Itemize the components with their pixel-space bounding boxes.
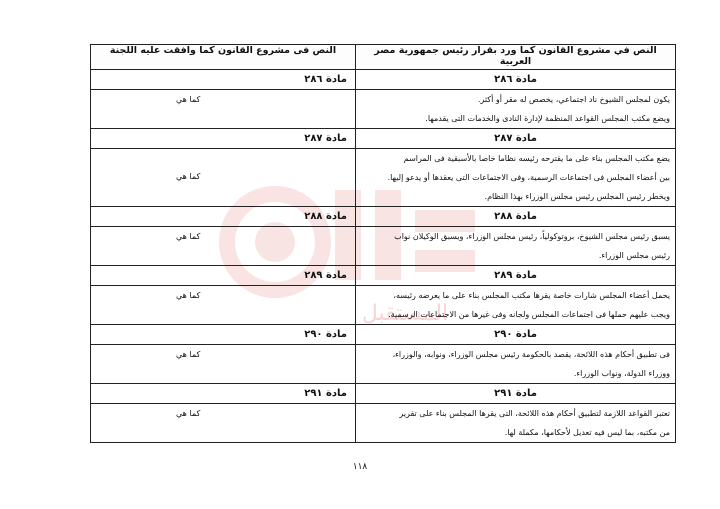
committee-article-cell [91, 70, 356, 129]
as-is-text: كما هي [176, 409, 201, 418]
watermark-text: المستقبل [361, 301, 449, 326]
committee-article-cell [91, 266, 356, 325]
original-article-cell [356, 266, 676, 325]
original-article-cell [356, 129, 676, 207]
article-title: مادة ٢٨٩ [91, 266, 355, 286]
article-line: يسبق رئيس مجلس الشيوخ، بروتوكولياً، رئيس مجلس الوزراء، ويسبق الوكيلان نواب [394, 232, 670, 241]
original-article-cell [356, 384, 676, 443]
committee-article-cell [91, 129, 356, 207]
article-line: ويخطر رئيس المجلس رئيس مجلس الوزراء بهذا النظام. [484, 192, 670, 201]
table-row [91, 207, 676, 266]
table-header-row [91, 45, 676, 70]
article-title: مادة ٢٨٦ [91, 70, 355, 90]
as-is-text: كما هي [176, 95, 201, 104]
table-row [91, 384, 676, 443]
article-title: مادة ٢٨٧ [356, 129, 675, 149]
article-title: مادة ٢٨٧ [91, 129, 355, 149]
original-article-cell [356, 207, 676, 266]
as-is-text: كما هي [176, 350, 201, 359]
article-line: من مكتبه، بما ليس فيه تعديل لأحكامها، مكملة لها. [504, 428, 670, 437]
article-line: يضع مكتب المجلس بناء على ما يقترحه رئيسه نظاما خاصا بالأسبقية فى المراسم [403, 154, 670, 163]
article-title: مادة ٢٩١ [356, 384, 675, 404]
article-line: يكون لمجلس الشيوخ ناد اجتماعي، يخصص له مقر أو أكثر. [477, 95, 670, 104]
article-line: فى تطبيق أحكام هذه اللائحة، يقصد بالحكومة رئيس مجلس الوزراء، ونوابه، والوزراء، [392, 350, 670, 359]
article-title: مادة ٢٨٦ [356, 70, 675, 90]
table-row [91, 266, 676, 325]
article-line: ووزراء الدولة، ونواب الوزراء. [573, 369, 670, 378]
committee-article-cell [91, 384, 356, 443]
article-title: مادة ٢٨٩ [356, 266, 675, 286]
article-line: ويجب عليهم حملها فى اجتماعات المجلس ولجانه وفى غيرها من الاجتماعات الرسمية. [388, 310, 670, 319]
table-row [91, 129, 676, 207]
article-title: مادة ٢٨٨ [356, 207, 675, 227]
as-is-text: كما هي [176, 291, 201, 300]
article-title: مادة ٢٩٠ [91, 325, 355, 345]
article-line: تعتبر القواعد اللازمة لتطبيق أحكام هذه اللائحة، التى يقرها المجلس بناء على تقرير [399, 409, 670, 418]
original-article-cell [356, 325, 676, 384]
committee-article-cell [91, 325, 356, 384]
as-is-text: كما هي [176, 232, 201, 241]
header-committee-text: النص فى مشروع القانون كما وافقت عليه اللجنة [91, 45, 356, 70]
article-title: مادة ٢٩٠ [356, 325, 675, 345]
page-number: ١١٨ [352, 462, 368, 472]
committee-article-cell [91, 207, 356, 266]
article-line: رئيس مجلس الوزراء. [598, 251, 670, 260]
table-row [91, 325, 676, 384]
header-original-text: النص في مشروع القانون كما ورد بقرار رئيس جمهورية مصر العربية [356, 45, 676, 70]
original-article-cell [356, 70, 676, 129]
article-line: بين أعضاء المجلس فى اجتماعات الرسمية، وفى الاجتماعات التى يعقدها أو يدعو إليها. [387, 173, 670, 182]
article-title: مادة ٢٨٨ [91, 207, 355, 227]
comparison-table [90, 44, 676, 443]
table-row [91, 70, 676, 129]
article-line: يحمل أعضاء المجلس شارات خاصة يقرها مكتب المجلس بناء على ما يعرضه رئيسه، [393, 291, 670, 300]
article-title: مادة ٢٩١ [91, 384, 355, 404]
as-is-text: كما هي [176, 172, 201, 181]
article-line: ويضع مكتب المجلس القواعد المنظمة لإدارة النادى والخدمات التى يقدمها. [425, 114, 670, 123]
